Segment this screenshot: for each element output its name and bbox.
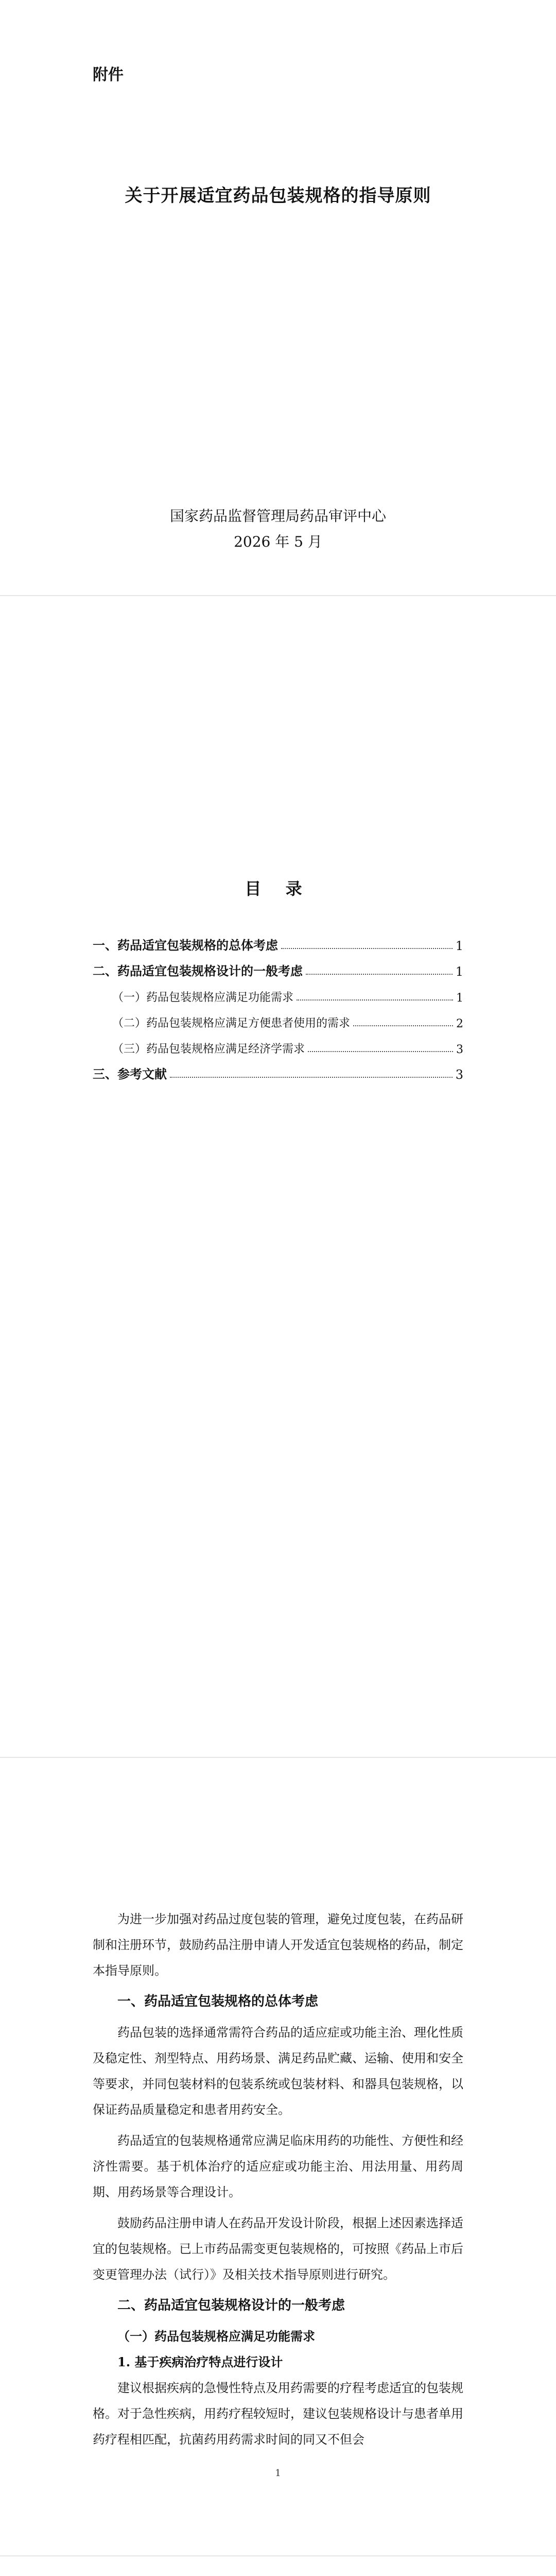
document-date: 2026 年 5 月 <box>234 533 322 550</box>
section-1-heading: 一、药品适宜包装规格的总体考虑 <box>117 1994 319 2009</box>
section-2-sub-1-paragraph: 建议根据疾病的急慢性特点及用药需要的疗程考虑适宜的包装规格。对于急性疾病，用药疗程较短时，建议包装规格设计与患者单用药疗程相匹配，抗菌药用药需求时间的同又不但会 <box>93 2381 463 2447</box>
page-divider <box>0 595 556 596</box>
page-number: 1 <box>275 2468 281 2479</box>
toc-item-2[interactable] <box>93 958 463 979</box>
toc-item-text: （三）药品包装规格应满足经济学需求 <box>112 1043 305 1056</box>
toc-item-text: 二、药品适宜包装规格设计的一般考虑 <box>93 963 303 978</box>
intro-paragraph: 为进一步加强对药品过度包装的管理，避免过度包装，在药品研制和注册环节，鼓励药品注册申请人开发适宜包装规格的药品，制定本指导原则。 <box>93 1912 463 1978</box>
section-1-paragraph-3: 鼓励药品注册申请人在药品开发设计阶段，根据上述因素选择适宜的包装规格。已上市药品需变更包装规格的，可按照《药品上市后变更管理办法（试行）》及相关技术指导原则进行研究。 <box>93 2216 463 2282</box>
toc-item-page: 3 <box>456 1043 463 1056</box>
toc-item-text: 一、药品适宜包装规格的总体考虑 <box>93 938 278 953</box>
toc-leader-dots <box>281 948 453 949</box>
toc-item-1[interactable] <box>93 933 463 953</box>
toc-item-5[interactable] <box>112 1036 463 1056</box>
cover-page <box>0 0 556 592</box>
section-1-paragraph-2: 药品适宜的包装规格通常应满足临床用药的功能性、方便性和经济性需要。基于机体治疗的适应症或功能主治、用法用量、用药周期、用药场景等合理设计。 <box>93 2133 463 2199</box>
toc-item-3[interactable] <box>112 984 463 1005</box>
toc-item-page: 1 <box>456 992 463 1005</box>
toc-leader-dots <box>353 1025 453 1026</box>
document-title: 关于开展适宜药品包装规格的指导原则 <box>125 185 431 206</box>
section-2-sub-1: （一）药品包装规格应满足功能需求 <box>117 2329 315 2344</box>
toc-heading: 目 录 <box>245 879 311 899</box>
toc-item-page: 1 <box>455 939 463 953</box>
toc-leader-dots <box>297 999 453 1001</box>
toc-leader-dots <box>308 1051 453 1052</box>
toc-item-text: （二）药品包装规格应满足方便患者使用的需求 <box>112 1017 351 1030</box>
section-2-heading: 二、药品适宜包装规格设计的一般考虑 <box>117 2298 345 2313</box>
section-2-sub-1-item-1: 1. 基于疾病治疗特点进行设计 <box>117 2354 283 2369</box>
toc-leader-dots <box>306 974 453 975</box>
toc-item-page: 2 <box>456 1018 463 1030</box>
page-divider <box>0 2555 556 2556</box>
toc-leader-dots <box>170 1077 453 1078</box>
page-divider <box>0 1757 556 1758</box>
section-1-paragraph-1: 药品包装的选择通常需符合药品的适应症或功能主治、理化性质及稳定性、剂型特点、用药场景、满足药品贮藏、运输、使用和安全等要求，并同包装材料的包装系统或包装材料、和器具包装规格，以保证药品质量稳定和患者用药安全。 <box>93 2025 463 2117</box>
toc-page <box>0 598 556 1757</box>
organization-name: 国家药品监督管理局药品审评中心 <box>169 507 386 524</box>
toc-item-page: 3 <box>455 1067 463 1082</box>
attachment-label: 附件 <box>93 66 124 84</box>
toc-item-text: （一）药品包装规格应满足功能需求 <box>112 991 294 1004</box>
toc-item-4[interactable] <box>112 1010 463 1030</box>
toc-item-page: 1 <box>455 964 463 979</box>
toc-item-6[interactable] <box>93 1061 463 1082</box>
toc-item-text: 三、参考文献 <box>93 1066 167 1081</box>
